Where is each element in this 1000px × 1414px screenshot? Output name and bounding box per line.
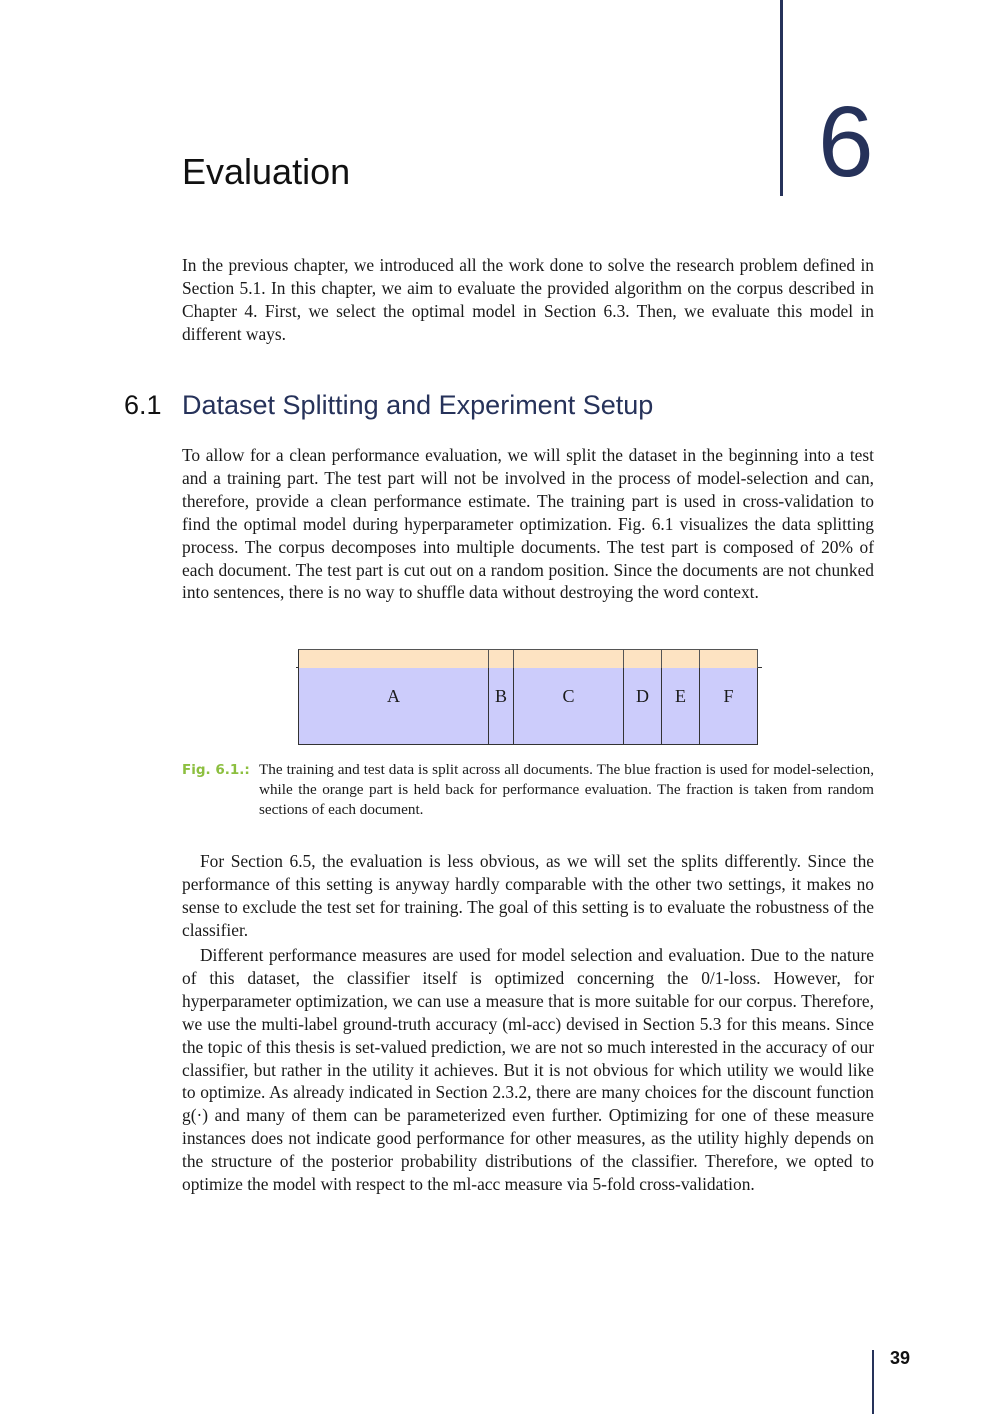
chapter-number: 6 xyxy=(818,86,874,198)
doc-a-label: A xyxy=(387,686,400,706)
paragraph-performance-measures: Different performance measures are used for model selection and evaluation. Due to the nature of this dataset, the classifier itself is optimized concerning the 0/1-loss. However, for hyperparameter optimization, we can use a measure that is more suitable for our corpus. Therefore, we use the multi-label ground-truth accuracy (ml-acc) devised in Section 5.3 for this means. Since the topic of this thesis is set-valued prediction, we are not so much interested in the accuracy of our classifier, but rather in the utility it achieves. But it is not obvious for which utility we would like to optimize. As already indicated in Section 2.3.2, there are many choices for the discount function g(·) and many of them can be parameterized even further. Optimizing for one of these measure instances does not indicate good performance for other measures, as the utility highly depends on the structure of the posterior probability distributions of the classifier. Therefore, we opted to optimize the model with respect to the ml-acc measure via 5-fold cross-validation. xyxy=(182,945,874,1195)
doc-d-train-fraction xyxy=(624,668,662,745)
section-title: Dataset Splitting and Experiment Setup xyxy=(182,390,654,420)
doc-c-label: C xyxy=(562,686,575,706)
doc-b-train-fraction xyxy=(489,668,514,745)
paragraph-section-6-5: For Section 6.5, the evaluation is less obvious, as we will set the splits differently. Since the performance of this setting is anyway hardly comparable with the other two settings, it makes no sense to exclude the test set for training. The goal of this setting is to evaluate the robustness of the classifier. xyxy=(182,851,874,940)
doc-c-train-fraction xyxy=(514,668,624,745)
figure-label: Fig. 6.1.: xyxy=(182,762,250,778)
doc-f-train-fraction xyxy=(700,668,758,745)
page-number-bar xyxy=(872,1350,874,1414)
section-number: 6.1 xyxy=(124,390,162,420)
doc-f-label: F xyxy=(723,686,734,706)
chapter-title: Evaluation xyxy=(182,151,351,192)
doc-c-test-fraction xyxy=(514,649,624,668)
doc-b-label: B xyxy=(494,686,507,706)
doc-d-label: D xyxy=(636,686,649,706)
doc-e-label: E xyxy=(675,686,686,706)
data-split-figure xyxy=(296,648,762,746)
doc-e-train-fraction xyxy=(662,668,700,745)
figure-caption xyxy=(182,760,874,820)
doc-d-test-fraction xyxy=(624,649,662,668)
doc-a-train-fraction xyxy=(298,668,489,745)
doc-b-test-fraction xyxy=(489,649,514,668)
doc-f-test-fraction xyxy=(700,649,758,668)
doc-e-test-fraction xyxy=(662,649,700,668)
page-number: 39 xyxy=(890,1348,911,1368)
figure-caption-text: The training and test data is split across all documents. The blue fraction is used for model-selection, while the orange part is held back for performance evaluation. The fraction is taken from random sections of each document. xyxy=(259,761,874,818)
doc-a-test-fraction xyxy=(298,649,489,668)
paragraph-dataset-splitting: To allow for a clean performance evaluation, we will split the dataset in the beginning into a test and a training part. The test part will not be involved in the process of model-selection and can, therefore, provide a clean performance estimate. The training part is used in cross-validation to find the optimal model during hyperparameter optimization. Fig. 6.1 visualizes the data splitting process. The corpus decomposes into multiple documents. The test part is composed of 20% of each document. The test part is cut out on a random position. Since the documents are not chunked into sentences, there is no way to shuffle data without destroying the word context. xyxy=(182,445,874,603)
chapter-intro: In the previous chapter, we introduced all the work done to solve the research problem defined in Section 5.1. In this chapter, we aim to evaluate the provided algorithm on the corpus described in Chapter 4. First, we select the optimal model in Section 6.3. Then, we evaluate this model in different ways. xyxy=(182,255,874,344)
chapter-accent-bar xyxy=(780,0,783,196)
